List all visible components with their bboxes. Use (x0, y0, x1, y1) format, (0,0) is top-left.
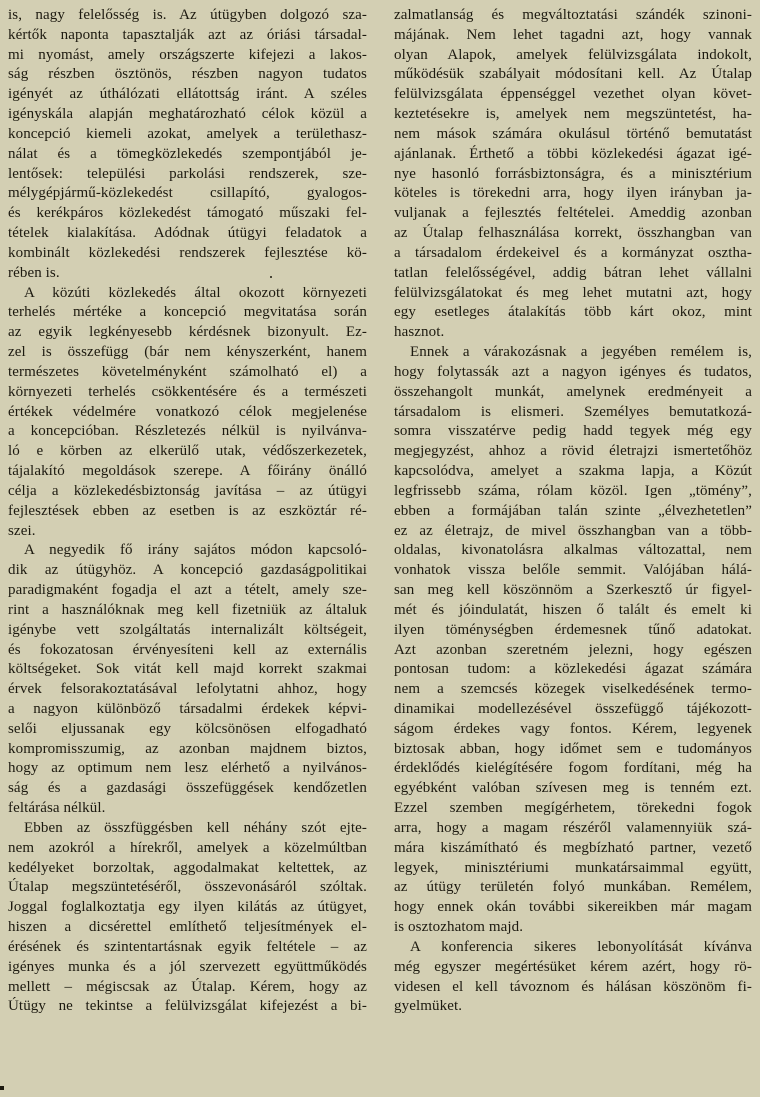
text-line: az egyik legkényesebb kérdésnek bizonyult. Ez- (8, 324, 367, 341)
text-line: dinamikai modellezésével összefüggő tájékozott- (394, 700, 752, 717)
text-line: legyek, minisztériumi munkatársaimmal együtt, (394, 859, 752, 876)
text-line: egyébként valóban szívesen meg is tenném ezt. (394, 780, 752, 797)
text-line: biztosak abban, hogy időmet sem e tudományos (394, 740, 752, 757)
scan-artifact-speck (0, 1086, 4, 1090)
text-line: hogy folytassák azt a nagyon igényes és tudatos, (394, 363, 752, 380)
text-line: lentősek: települési parkolási rendszerek, sze- (8, 165, 367, 182)
text-line: kértők naponta tapasztalják azt az óriási társadal- (8, 26, 367, 43)
text-line: érdeklődés kielégítésére fogom fordítani, még ha (394, 760, 752, 777)
text-line: paradigmaként fogadja el azt a tételt, amely sze- (8, 582, 367, 599)
text-line: mét és jóindulatát, hiszen ő talált és emelt ki (394, 601, 752, 618)
text-line: ló e körben az elkerülő utak, védőszerkezetek, (8, 443, 367, 460)
text-line: rint a használóknak meg kell fizetniük az általuk (8, 601, 367, 618)
text-line: nye hasonló forrásbiztonságra, és a minisztérium (394, 165, 752, 182)
text-line: Joggal foglalkoztatja egy ilyen kilátás az útügyet, (8, 899, 367, 916)
text-line: terhelés mértéke a koncepció megvitatása során (8, 304, 367, 321)
text-line: ilyen töménységben érdemesnek tűnő adatokat. (394, 621, 752, 638)
text-line: A konferencia sikeres lebonyolítását kívánva (410, 938, 752, 955)
text-line: mi nyomást, amely országszerte kifejezi a lakos- (8, 46, 367, 63)
text-line: tatlan felelősségével, addig bátran lehet vállalni (394, 264, 752, 281)
text-line: tájalakító megoldások szerepe. A főirány önálló (8, 463, 367, 480)
text-line: oldalas, kivonatolásra alkalmas változattal, nem (394, 542, 752, 559)
text-line: megjegyzést, ahhoz a rövid életrajzi ismertetőhöz (394, 443, 752, 460)
text-line: összehangolt munkát, amelynek eredményeit a (394, 383, 752, 400)
text-line: keztetésekre is, amelyek nem megszüntetést, ha- (394, 106, 752, 123)
text-line: a nagyon különböző társadalmi érdekek képvi- (8, 700, 367, 717)
text-line: igényes munka és a jól szervezett együttműködés (8, 958, 367, 975)
text-line: mélygépjármű-közlekedést csillapító, gyalogos- (8, 185, 367, 202)
text-line: legfrissebb száma, rólam közöl. Igen „tömény”, (394, 482, 752, 499)
text-line: és kerékpáros közlekedést támogató műszaki fel- (8, 205, 367, 222)
text-line: is, nagy felelősség is. Az útügyben dolgozó sza- (8, 7, 367, 23)
text-line: kompromisszumig, az azonban majdnem biztos, (8, 740, 367, 757)
text-line: feltárása nélkül. (8, 800, 106, 817)
scan-artifact-dot (270, 276, 272, 278)
text-line: ez az életrajz, de mivel összhangban van a több- (394, 522, 752, 539)
text-line: koncepció kiemeli azokat, amelyek a területhasz- (8, 125, 367, 142)
text-line: zalmatlanság és megváltoztatási szándék szinoni- (394, 7, 752, 23)
text-column-left (8, 6, 367, 1017)
text-line: dik az útügyhöz. A koncepció gazdaságpolitikai (8, 562, 367, 579)
text-line: és fokozatosan érvényesíteni kell az externális (8, 641, 367, 658)
text-line: san meg kell köszönnöm a Szerkesztő úr figyel- (394, 582, 752, 599)
text-line: videsen el kell távoznom és hálásan köszönöm fi- (394, 978, 752, 995)
text-line: A negyedik fő irány sajátos módon kapcsoló- (24, 542, 367, 559)
text-line: társadalom is elismeri. Személyes bemutatkozá- (394, 403, 752, 420)
text-line: rében is. (8, 264, 60, 281)
text-line: hogy az optimum nem lesz elérhető a nyilvános- (8, 760, 367, 777)
text-line: igényskála alapján meghatározható célok közül a (8, 106, 367, 123)
text-line: májának. Nem lehet tagadni azt, hogy vannak (394, 26, 752, 43)
text-line: nálat és a tömegközlekedés szempontjából je- (8, 145, 367, 162)
text-line: hiszen a dicsérettel említhető teljesítmények el- (8, 919, 367, 936)
text-line: az útügy területén folyó munkában. Remélem, (394, 879, 752, 896)
text-line: hasznot. (394, 324, 445, 341)
text-line: felülvizsgálatokat és meg lehet mutatni azt, hogy (394, 284, 752, 301)
text-line: igényét az úthálózati ellátottság iránt. A széles (8, 86, 367, 103)
text-line: természetes követelményként számolható el) a (8, 363, 367, 380)
text-line: értékek védelmére vonatkozó célok megjelenése (8, 403, 367, 420)
text-line: Ezzel szemben megígérhetem, törekedni fogok (394, 800, 752, 817)
text-line: fejlesztések ebben az esetben is az eszköztár ré- (8, 502, 367, 519)
text-line: a koncepcióban. Részletezés nélkül is nyilvánva- (8, 423, 367, 440)
text-line: olyan Alapok, amelyek felülvizsgálata indokolt, (394, 46, 752, 63)
text-line: környezeti terhelés csökkentésére és a természeti (8, 383, 367, 400)
text-line: kombinált közlekedési rendszerek fejlesztése kö- (8, 244, 367, 261)
text-line: működésük szabályait módosítani kell. Az Útalap (394, 66, 752, 83)
text-line: mellett – mégiscsak az Útalap. Kérem, hogy az (8, 978, 367, 995)
text-line: ságom érdekes vagy fontos. Kérem, legyenek (394, 720, 752, 737)
text-line: az Útalap felhasználása korrekt, összhangban van (394, 225, 752, 242)
text-line: köteles is törekedni arra, hogy ilyen irányban ja- (394, 185, 752, 202)
text-line: ebben a formájában talán szinte „élvezhetetlen” (394, 502, 752, 519)
text-line: ajánlanak. Érthető a többi közlekedési ágazat igé- (394, 145, 752, 162)
text-line: tételek kialakítása. Adódnak útügyi feladatok a (8, 225, 367, 242)
text-line: ság részben ösztönös, részben nagyon tudatos (8, 66, 367, 83)
text-line: mára kiszámítható és megbízható partner, vezető (394, 839, 752, 856)
text-line: érvek felsorakoztatásával lefolytatni ahhoz, hogy (8, 681, 367, 698)
text-line: hogy ennek okán további sikereikben már magam (394, 899, 752, 916)
text-line: a társadalom érdekeivel és a kormányzat osztha- (394, 244, 752, 261)
text-line: vonhatok vissza belőle semmit. Valójában hálá- (394, 562, 752, 579)
text-line: felülvizsgálata éppenséggel vezethet olyan követ- (394, 86, 752, 103)
text-line: A közúti közlekedés által okozott környezeti (24, 284, 367, 301)
text-line: nem a szemcsés közegek viselkedésének termo- (394, 681, 752, 698)
text-line: selői eljussanak egy kölcsönösen elfogadható (8, 720, 367, 737)
text-line: célja a közlekedésbiztonság javítása – az útügyi (8, 482, 367, 499)
text-line: zel is összefügg (bár nem kényszerként, hanem (8, 344, 367, 361)
text-column-right (394, 6, 752, 1017)
text-line: arra, hogy a magam részéről valamennyiük szá- (394, 819, 752, 836)
text-line: Útügy ne tekintse a felülvizsgálat kifejezést a bi- (8, 998, 367, 1015)
text-line: Útalap megszüntetéséről, összevonásáról szóltak. (8, 879, 367, 896)
text-line: nem azokról a hírekről, amelyek a közelmúltban (8, 839, 367, 856)
text-line: érésének és szintentartásnak egyik feltétele – az (8, 938, 367, 955)
text-line: Ebben az összfüggésben kell néhány szót ejte- (24, 819, 367, 836)
text-line: Ennek a várakozásnak a jegyében remélem is, (410, 344, 752, 361)
text-line: vuljanak a fejlesztés feltételei. Ameddig azonban (394, 205, 752, 222)
text-line: kedélyeket borzoltak, aggodalmakat keltettek, az (8, 859, 367, 876)
text-line: nem mások számára okulásul történő bemutatást (394, 125, 752, 142)
text-line: igénybe vett szolgáltatás internalizált költségeit, (8, 621, 367, 638)
text-line: Azt azonban szeretném jelezni, hogy egészen (394, 641, 752, 658)
text-line: költségeket. Sok vitát kell majd korrekt szakmai (8, 661, 367, 678)
text-line: ság és a gazdasági összefüggések kendőzetlen (8, 780, 367, 797)
text-line: szei. (8, 522, 36, 539)
text-line: somra visszatérve pedig hadd tegyek még egy (394, 423, 752, 440)
text-line: gyelmüket. (394, 998, 463, 1015)
text-line: még egyszer megértésüket kérem azért, hogy rö- (394, 958, 752, 975)
text-line: egy esetleges átalakítás több kárt okoz, mint (394, 304, 752, 321)
text-line: kapcsolódva, amelyet a szakma lapja, a Közút (394, 463, 752, 480)
text-line: pontosan tudom: a közlekedési ágazat számára (394, 661, 752, 678)
text-line: is osztozhatom majd. (394, 919, 524, 936)
